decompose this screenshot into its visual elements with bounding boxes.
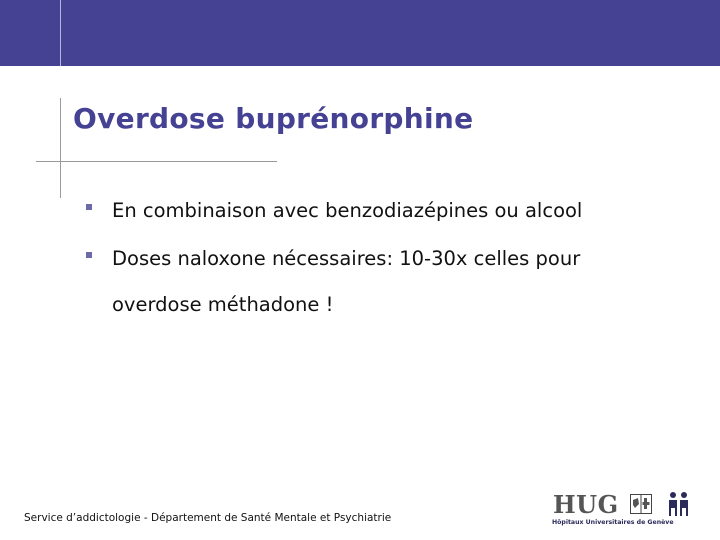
bullet-item (86, 236, 646, 328)
geneva-crest-icon (630, 494, 652, 514)
decorative-vertical-line (60, 98, 61, 198)
bullet-item (86, 188, 646, 234)
bullet-list (86, 188, 646, 330)
slide-title: Overdose buprénorphine (73, 102, 474, 135)
people-figures-icon (668, 491, 690, 517)
logo-wordmark: HUG (553, 490, 619, 519)
bullet-text: Doses naloxone nécessaires: 10-30x celles pour overdose méthadone ! (112, 247, 581, 316)
header-band-divider (60, 0, 61, 66)
logo-subtitle: Hôpitaux Universitaires de Genève (552, 519, 674, 526)
square-bullet-icon (86, 204, 92, 210)
square-bullet-icon (86, 252, 92, 258)
bullet-text: En combinaison avec benzodiazépines ou alcool (112, 199, 583, 222)
header-band (0, 0, 720, 66)
decorative-horizontal-line (36, 161, 277, 162)
hug-logo (550, 490, 694, 530)
footer-department: Service d’addictologie - Département de Santé Mentale et Psychiatrie (24, 512, 392, 524)
